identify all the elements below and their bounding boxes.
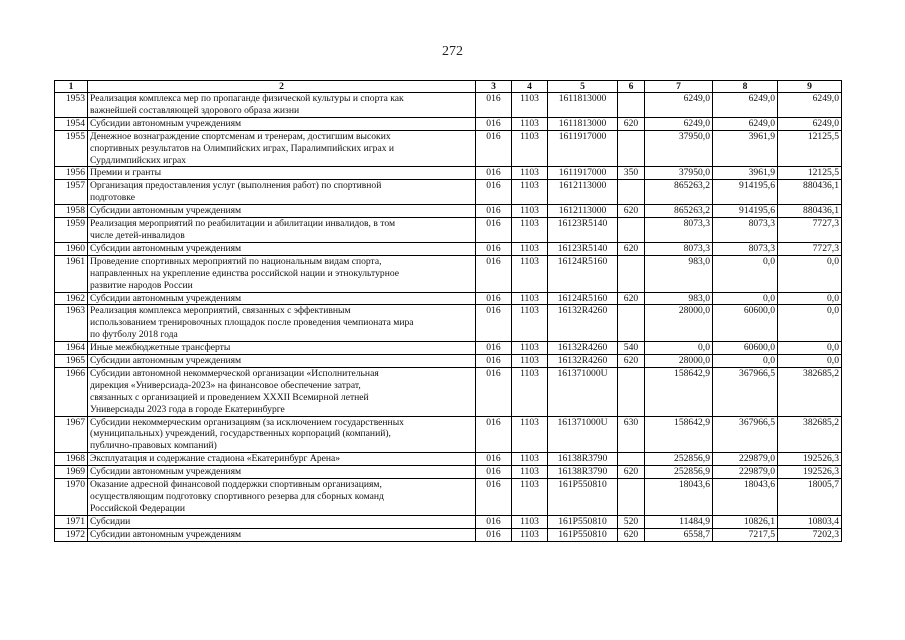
row-name-line: Премии и гранты: [90, 167, 162, 179]
table-row: [55, 117, 842, 130]
expense-type-cell: 620: [618, 466, 645, 479]
amount-2-cell: 6249,0: [713, 117, 778, 130]
admin-code-cell: 016: [476, 180, 512, 205]
row-name-line: дирекция «Универсиада-2023» на финансовое обеспечение затрат,: [90, 379, 361, 391]
row-name-line: развитие народов России: [90, 279, 193, 291]
row-name-cell: [88, 453, 476, 466]
target-code-cell: 1611917000: [548, 130, 618, 167]
row-name-line: осуществляющим подготовку спортивного резерва для сборных команд: [90, 491, 384, 502]
expense-type-cell: 620: [618, 117, 645, 130]
row-name-line: Субсидии: [90, 515, 131, 527]
row-name-cell: [88, 305, 476, 342]
row-name-line: Универсиады 2023 года в городе Екатеринбурге: [90, 403, 285, 415]
row-name-line: использованием тренировочных площадок после проведения чемпионата мира: [90, 317, 414, 329]
amount-2-cell: 3961,9: [713, 130, 778, 167]
row-name-line: Субсидии автономным учреждениям: [90, 466, 242, 478]
row-number-cell: 1959: [55, 218, 88, 243]
section-code-cell: 1103: [512, 416, 548, 453]
amount-1-cell: 28000,0: [645, 305, 713, 342]
target-code-cell: 16138R3790: [548, 466, 618, 479]
row-name-line: по футболу 2018 года: [90, 329, 178, 341]
amount-1-cell: 37950,0: [645, 130, 713, 167]
table-row: [55, 305, 842, 342]
col-header-expense-type: 6: [618, 81, 645, 93]
admin-code-cell: 016: [476, 117, 512, 130]
section-code-cell: 1103: [512, 479, 548, 516]
section-code-cell: 1103: [512, 167, 548, 180]
row-name-line: подготовке: [90, 192, 135, 204]
expense-type-cell: 620: [618, 355, 645, 368]
target-code-cell: 16132R4260: [548, 342, 618, 355]
target-code-cell: 16132R4260: [548, 355, 618, 368]
amount-3-cell: 192526,3: [778, 466, 842, 479]
row-name-line: Эксплуатация и содержание стадиона «Екатеринбург Арена»: [90, 453, 341, 465]
amount-3-cell: 192526,3: [778, 453, 842, 466]
table-row: [55, 130, 842, 167]
admin-code-cell: 016: [476, 130, 512, 167]
section-code-cell: 1103: [512, 515, 548, 528]
section-code-cell: 1103: [512, 367, 548, 416]
amount-1-cell: 252856,9: [645, 453, 713, 466]
amount-1-cell: 983,0: [645, 292, 713, 305]
amount-2-cell: 0,0: [713, 255, 778, 292]
row-name-line: Реализация мероприятий по реабилитации и абилитации инвалидов, в том: [90, 218, 396, 230]
table-row: [55, 242, 842, 255]
amount-2-cell: 60600,0: [713, 342, 778, 355]
row-number-cell: 1962: [55, 292, 88, 305]
row-number-cell: 1963: [55, 305, 88, 342]
row-name-cell: [88, 479, 476, 516]
table-row: [55, 167, 842, 180]
row-name-line: Реализация комплекса мер по пропаганде физической культуры и спорта как: [90, 93, 404, 104]
row-name-line: спортивных результатов на Олимпийских играх, Паралимпийских играх и: [90, 142, 395, 154]
row-number-cell: 1969: [55, 466, 88, 479]
expense-type-cell: 620: [618, 528, 645, 541]
target-code-cell: 16124R5160: [548, 255, 618, 292]
amount-3-cell: 12125,5: [778, 167, 842, 180]
row-name-line: Субсидии автономным учреждениям: [90, 355, 242, 367]
row-name-cell: [88, 342, 476, 355]
row-name-cell: [88, 117, 476, 130]
amount-2-cell: 8073,3: [713, 218, 778, 243]
section-code-cell: 1103: [512, 93, 548, 118]
table-row: [55, 180, 842, 205]
section-code-cell: 1103: [512, 242, 548, 255]
table-row: [55, 416, 842, 453]
row-name-cell: [88, 292, 476, 305]
target-code-cell: 16124R5160: [548, 292, 618, 305]
row-name-cell: [88, 130, 476, 167]
row-number-cell: 1967: [55, 416, 88, 453]
row-number-cell: 1964: [55, 342, 88, 355]
row-number-cell: 1972: [55, 528, 88, 541]
row-name-line: направленных на укрепление единства российской нации и этнокультурное: [90, 267, 400, 279]
amount-3-cell: 7202,3: [778, 528, 842, 541]
amount-3-cell: 382685,2: [778, 416, 842, 453]
amount-2-cell: 229879,0: [713, 453, 778, 466]
target-code-cell: 1611813000: [548, 93, 618, 118]
row-number-cell: 1966: [55, 367, 88, 416]
row-number-cell: 1968: [55, 453, 88, 466]
target-code-cell: 161371000U: [548, 367, 618, 416]
expense-type-cell: [618, 130, 645, 167]
section-code-cell: 1103: [512, 342, 548, 355]
target-code-cell: 1612113000: [548, 205, 618, 218]
amount-3-cell: 7727,3: [778, 242, 842, 255]
expense-type-cell: 620: [618, 242, 645, 255]
col-header-admin-code: 3: [476, 81, 512, 93]
amount-1-cell: 28000,0: [645, 355, 713, 368]
amount-1-cell: 0,0: [645, 342, 713, 355]
amount-1-cell: 6558,7: [645, 528, 713, 541]
row-name-cell: [88, 367, 476, 416]
table-body: [55, 93, 842, 542]
row-name-line: (муниципальных) учреждений, государственных корпораций (компаний),: [90, 428, 391, 440]
amount-1-cell: 6249,0: [645, 117, 713, 130]
row-name-line: Субсидии автономной некоммерческой организации «Исполнительная: [90, 367, 379, 379]
row-number-cell: 1958: [55, 205, 88, 218]
target-code-cell: 16123R5140: [548, 242, 618, 255]
admin-code-cell: 016: [476, 466, 512, 479]
expense-type-cell: [618, 180, 645, 205]
target-code-cell: 1611917000: [548, 167, 618, 180]
admin-code-cell: 016: [476, 479, 512, 516]
row-number-cell: 1970: [55, 479, 88, 516]
amount-3-cell: 12125,5: [778, 130, 842, 167]
section-code-cell: 1103: [512, 453, 548, 466]
amount-2-cell: 914195,6: [713, 180, 778, 205]
table-row: [55, 479, 842, 516]
target-code-cell: 161P550810: [548, 515, 618, 528]
amount-3-cell: 6249,0: [778, 93, 842, 118]
admin-code-cell: 016: [476, 342, 512, 355]
row-name-cell: [88, 167, 476, 180]
amount-3-cell: 382685,2: [778, 367, 842, 416]
section-code-cell: 1103: [512, 355, 548, 368]
row-name-line: Субсидии автономным учреждениям: [90, 117, 242, 129]
page-number: 272: [442, 44, 463, 59]
amount-1-cell: 8073,3: [645, 218, 713, 243]
row-name-cell: [88, 255, 476, 292]
row-number-cell: 1965: [55, 355, 88, 368]
amount-1-cell: 983,0: [645, 255, 713, 292]
row-number-cell: 1956: [55, 167, 88, 180]
col-header-section-code: 4: [512, 81, 548, 93]
amount-2-cell: 18043,6: [713, 479, 778, 516]
admin-code-cell: 016: [476, 255, 512, 292]
row-name-cell: [88, 416, 476, 453]
col-header-amount-1: 7: [645, 81, 713, 93]
expense-type-cell: 630: [618, 416, 645, 453]
amount-2-cell: 10826,1: [713, 515, 778, 528]
amount-2-cell: 8073,3: [713, 242, 778, 255]
row-name-cell: [88, 242, 476, 255]
row-name-cell: [88, 218, 476, 243]
admin-code-cell: 016: [476, 205, 512, 218]
row-name-cell: [88, 205, 476, 218]
target-code-cell: 16123R5140: [548, 218, 618, 243]
target-code-cell: 16138R3790: [548, 453, 618, 466]
expense-type-cell: [618, 453, 645, 466]
section-code-cell: 1103: [512, 305, 548, 342]
row-name-line: Реализация комплекса мероприятий, связанных с эффективным: [90, 305, 351, 317]
target-code-cell: 161P550810: [548, 479, 618, 516]
amount-3-cell: 0,0: [778, 355, 842, 368]
section-code-cell: 1103: [512, 205, 548, 218]
amount-3-cell: 6249,0: [778, 117, 842, 130]
row-name-line: числе детей-инвалидов: [90, 229, 185, 241]
amount-3-cell: 18005,7: [778, 479, 842, 516]
table-row: [55, 292, 842, 305]
admin-code-cell: 016: [476, 367, 512, 416]
admin-code-cell: 016: [476, 355, 512, 368]
expense-type-cell: 540: [618, 342, 645, 355]
row-name-cell: [88, 515, 476, 528]
target-code-cell: 1612113000: [548, 180, 618, 205]
expense-type-cell: [618, 305, 645, 342]
amount-1-cell: 37950,0: [645, 167, 713, 180]
target-code-cell: 161P550810: [548, 528, 618, 541]
admin-code-cell: 016: [476, 305, 512, 342]
row-name-line: Организация предоставления услуг (выполнения работ) по спортивной: [90, 180, 382, 192]
amount-1-cell: 865263,2: [645, 205, 713, 218]
amount-3-cell: 880436,1: [778, 205, 842, 218]
row-name-line: Иные межбюджетные трансферты: [90, 342, 231, 354]
row-name-line: публично-правовых компаний): [90, 440, 217, 452]
amount-3-cell: 0,0: [778, 305, 842, 342]
table-row: [55, 466, 842, 479]
section-code-cell: 1103: [512, 528, 548, 541]
amount-3-cell: 10803,4: [778, 515, 842, 528]
admin-code-cell: 016: [476, 218, 512, 243]
section-code-cell: 1103: [512, 180, 548, 205]
row-name-line: Проведение спортивных мероприятий по национальным видам спорта,: [90, 255, 382, 267]
target-code-cell: 161371000U: [548, 416, 618, 453]
table-row: [55, 355, 842, 368]
table-row: [55, 255, 842, 292]
amount-1-cell: 865263,2: [645, 180, 713, 205]
table-row: [55, 218, 842, 243]
row-name-cell: [88, 93, 476, 118]
amount-2-cell: 229879,0: [713, 466, 778, 479]
section-code-cell: 1103: [512, 130, 548, 167]
admin-code-cell: 016: [476, 416, 512, 453]
admin-code-cell: 016: [476, 292, 512, 305]
table-header-row: [55, 81, 842, 93]
row-number-cell: 1954: [55, 117, 88, 130]
admin-code-cell: 016: [476, 93, 512, 118]
admin-code-cell: 016: [476, 515, 512, 528]
row-number-cell: 1971: [55, 515, 88, 528]
col-header-target-code: 5: [548, 81, 618, 93]
admin-code-cell: 016: [476, 242, 512, 255]
amount-3-cell: 7727,3: [778, 218, 842, 243]
row-name-line: Субсидии автономным учреждениям: [90, 242, 242, 254]
row-name-line: Субсидии некоммерческим организациям (за исключением государственных: [90, 416, 404, 428]
amount-3-cell: 0,0: [778, 342, 842, 355]
section-code-cell: 1103: [512, 117, 548, 130]
expense-type-cell: 620: [618, 205, 645, 218]
section-code-cell: 1103: [512, 466, 548, 479]
row-name-line: Российской Федерации: [90, 502, 185, 514]
row-name-line: Субсидии автономным учреждениям: [90, 528, 242, 540]
row-name-line: связанных с организацией и проведением XXXII Всемирной летней: [90, 391, 369, 403]
amount-1-cell: 6249,0: [645, 93, 713, 118]
row-name-cell: [88, 528, 476, 541]
col-header-amount-2: 8: [713, 81, 778, 93]
row-name-cell: [88, 466, 476, 479]
expense-type-cell: [618, 479, 645, 516]
col-header-number: 1: [55, 81, 88, 93]
section-code-cell: 1103: [512, 255, 548, 292]
amount-3-cell: 880436,1: [778, 180, 842, 205]
amount-2-cell: 367966,5: [713, 416, 778, 453]
row-name-line: Субсидии автономным учреждениям: [90, 205, 242, 217]
table-row: [55, 367, 842, 416]
row-name-cell: [88, 355, 476, 368]
amount-2-cell: 367966,5: [713, 367, 778, 416]
table-row: [55, 453, 842, 466]
amount-1-cell: 252856,9: [645, 466, 713, 479]
row-name-cell: [88, 180, 476, 205]
expense-type-cell: 620: [618, 292, 645, 305]
table-row: [55, 93, 842, 118]
row-name-line: Денежное вознаграждение спортсменам и тренерам, достигшим высоких: [90, 130, 391, 142]
amount-2-cell: 0,0: [713, 292, 778, 305]
row-name-line: Сурдлимпийских играх: [90, 154, 187, 166]
table-row: [55, 515, 842, 528]
amount-1-cell: 158642,9: [645, 367, 713, 416]
table-row: [55, 528, 842, 541]
row-name-line: важнейшей составляющей здорового образа жизни: [90, 104, 300, 116]
row-name-line: Оказание адресной финансовой поддержки спортивным организациям,: [90, 479, 382, 491]
amount-2-cell: 0,0: [713, 355, 778, 368]
admin-code-cell: 016: [476, 453, 512, 466]
row-number-cell: 1961: [55, 255, 88, 292]
section-code-cell: 1103: [512, 218, 548, 243]
expense-type-cell: [618, 255, 645, 292]
budget-table: [54, 80, 842, 542]
expense-type-cell: 350: [618, 167, 645, 180]
col-header-amount-3: 9: [778, 81, 842, 93]
expense-type-cell: [618, 93, 645, 118]
amount-1-cell: 18043,6: [645, 479, 713, 516]
table-row: [55, 342, 842, 355]
amount-2-cell: 914195,6: [713, 205, 778, 218]
amount-2-cell: 7217,5: [713, 528, 778, 541]
row-number-cell: 1953: [55, 93, 88, 118]
amount-1-cell: 158642,9: [645, 416, 713, 453]
amount-2-cell: 60600,0: [713, 305, 778, 342]
expense-type-cell: [618, 218, 645, 243]
row-number-cell: 1960: [55, 242, 88, 255]
table-row: [55, 205, 842, 218]
expense-type-cell: 520: [618, 515, 645, 528]
amount-3-cell: 0,0: [778, 292, 842, 305]
target-code-cell: 1611813000: [548, 117, 618, 130]
amount-2-cell: 6249,0: [713, 93, 778, 118]
admin-code-cell: 016: [476, 167, 512, 180]
amount-3-cell: 0,0: [778, 255, 842, 292]
row-number-cell: 1955: [55, 130, 88, 167]
admin-code-cell: 016: [476, 528, 512, 541]
row-name-line: Субсидии автономным учреждениям: [90, 292, 242, 304]
row-number-cell: 1957: [55, 180, 88, 205]
expense-type-cell: [618, 367, 645, 416]
col-header-name: 2: [88, 81, 476, 93]
amount-2-cell: 3961,9: [713, 167, 778, 180]
amount-1-cell: 8073,3: [645, 242, 713, 255]
section-code-cell: 1103: [512, 292, 548, 305]
target-code-cell: 16132R4260: [548, 305, 618, 342]
amount-1-cell: 11484,9: [645, 515, 713, 528]
